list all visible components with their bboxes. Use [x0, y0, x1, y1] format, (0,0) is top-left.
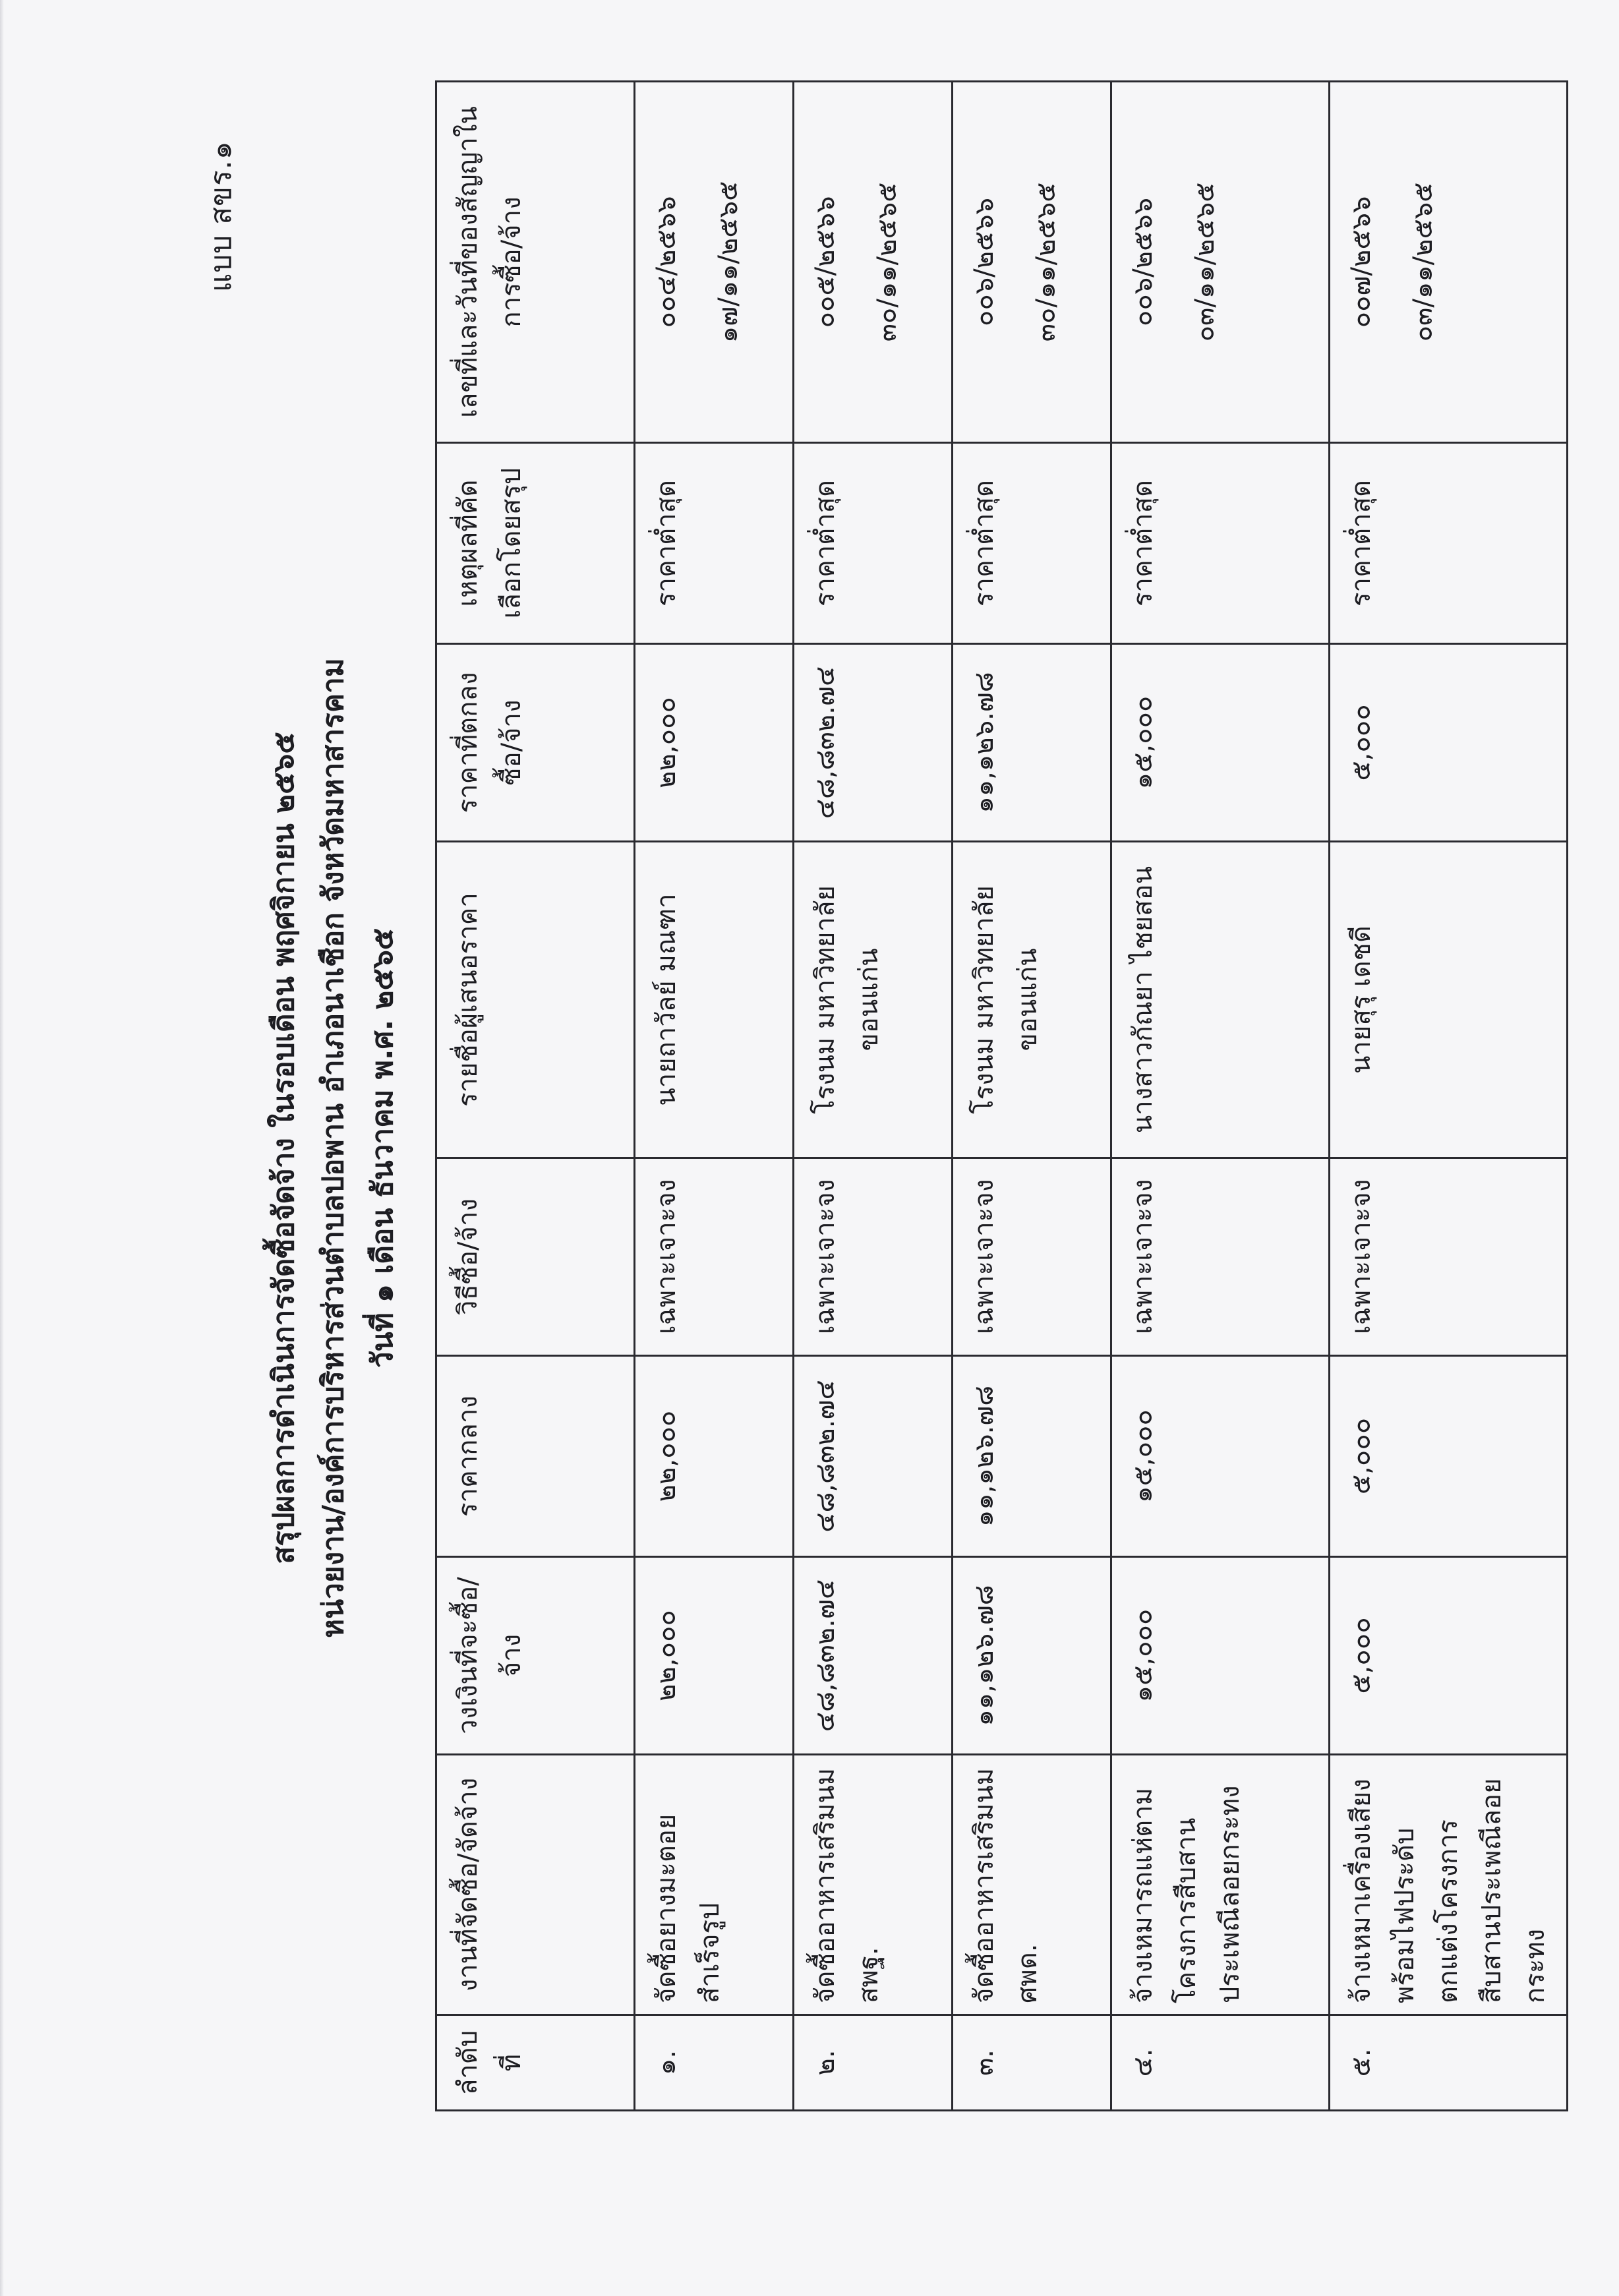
contract-date: ๑๗/๑๑/๒๕๖๕: [713, 181, 744, 343]
row-contract: [794, 82, 953, 443]
row-item: จัดซื้ออาหารเสริมนม สพฐ.: [794, 1755, 953, 2015]
row-agreed-price: ๒๒,๐๐๐: [635, 644, 794, 842]
contract-date: ๐๓/๑๑/๒๕๖๕: [1190, 182, 1220, 342]
contract-date: ๓๐/๑๑/๒๕๖๕: [1031, 182, 1061, 342]
row-bidders: นายถาวัลย์ มณฑา: [635, 842, 794, 1158]
header-method: วิธีซื้อ/จ้าง: [436, 1158, 635, 1356]
form-code: แบบ สขร.๑: [204, 140, 238, 292]
row-reason: ราคาต่ำสุด: [1330, 443, 1568, 644]
row-bidders: นางสาวกัณยา ไชยสอน: [1111, 842, 1330, 1158]
row-bidders: นายสุรุ เดชดี: [1330, 842, 1568, 1158]
table-row: [635, 82, 794, 2111]
row-method: เฉพาะเจาะจง: [1111, 1158, 1330, 1356]
row-median-price: ๑๑,๑๒๖.๗๘: [953, 1356, 1111, 1557]
row-median-price: ๑๕,๐๐๐: [1111, 1356, 1330, 1557]
row-method: เฉพาะเจาะจง: [635, 1158, 794, 1356]
table-row: [1330, 82, 1568, 2111]
table-row: [1111, 82, 1330, 2111]
row-reason: ราคาต่ำสุด: [1111, 443, 1330, 644]
contract-number: ๐๐๖/๒๕๖๖: [1128, 197, 1158, 327]
row-method: เฉพาะเจาะจง: [953, 1158, 1111, 1356]
row-budget: ๑๑,๑๒๖.๗๘: [953, 1557, 1111, 1755]
contract-date: ๐๓/๑๑/๒๕๖๕: [1408, 182, 1438, 342]
row-method: เฉพาะเจาะจง: [794, 1158, 953, 1356]
row-item: จัดซื้อยางมะตอยสำเร็จรูป: [635, 1755, 794, 2015]
row-contract: [953, 82, 1111, 443]
row-contract: [1111, 82, 1330, 443]
table-header-row: [436, 82, 635, 2111]
row-contract: [1330, 82, 1568, 443]
row-bidders: โรงนม มหาวิทยาลัยขอนแก่น: [953, 842, 1111, 1158]
contract-number: ๐๐๔/๒๕๖๖: [651, 196, 682, 328]
row-no: ๕.: [1330, 2015, 1568, 2111]
contract-number: ๐๐๖/๒๕๖๖: [969, 197, 999, 327]
row-method: เฉพาะเจาะจง: [1330, 1158, 1568, 1356]
row-item: จ้างเหมาเครื่องเสียงพร้อมไฟประดับตกแต่งโครงการสืบสานประเพณีลอยกระทง: [1330, 1755, 1568, 2015]
table-row: [794, 82, 953, 2111]
row-agreed-price: ๔๘,๘๓๒.๗๔: [794, 644, 953, 842]
row-median-price: ๔๘,๘๓๒.๗๔: [794, 1356, 953, 1557]
table-row: [953, 82, 1111, 2111]
row-median-price: ๕,๐๐๐: [1330, 1356, 1568, 1557]
row-reason: ราคาต่ำสุด: [953, 443, 1111, 644]
row-reason: ราคาต่ำสุด: [794, 443, 953, 644]
report-date: วันที่ ๑ เดือน ธันวาคม พ.ศ. ๒๕๖๕: [366, 927, 399, 1369]
header-contract: เลขที่และวันที่ของสัญญาในการซื้อ/จ้าง: [436, 82, 635, 443]
row-median-price: ๒๒,๐๐๐: [635, 1356, 794, 1557]
row-agreed-price: ๑๕,๐๐๐: [1111, 644, 1330, 842]
header-item: งานที่จัดซื้อ/จัดจ้าง: [436, 1755, 635, 2015]
contract-date: ๓๐/๑๑/๒๕๖๕: [872, 182, 902, 342]
header-reason: เหตุผลที่คัดเลือกโดยสรุป: [436, 443, 635, 644]
row-no: ๓.: [953, 2015, 1111, 2111]
row-budget: ๒๒,๐๐๐: [635, 1557, 794, 1755]
agency-line: หน่วยงาน/องค์การบริหารส่วนตำบลปอพาน อำเภอนาเชือก จังหวัดมหาสารคาม: [316, 658, 350, 1638]
header-budget: วงเงินที่จะซื้อ/จ้าง: [436, 1557, 635, 1755]
row-budget: ๕,๐๐๐: [1330, 1557, 1568, 1755]
row-item: จ้างเหมารถแห่ตามโครงการสืบสานประเพณีลอยกระทง: [1111, 1755, 1330, 2015]
row-no: ๒.: [794, 2015, 953, 2111]
row-agreed-price: ๑๑,๑๒๖.๗๘: [953, 644, 1111, 842]
row-bidders: โรงนม มหาวิทยาลัยขอนแก่น: [794, 842, 953, 1158]
row-budget: ๑๕,๐๐๐: [1111, 1557, 1330, 1755]
procurement-summary-table: [435, 80, 1568, 2111]
contract-number: ๐๐๗/๒๕๖๖: [1346, 196, 1376, 328]
row-no: ๔.: [1111, 2015, 1330, 2111]
header-no: ลำดับที่: [436, 2015, 635, 2111]
document-title: สรุปผลการดำเนินการจัดซื้อจัดจ้าง ในรอบเดือน พฤศจิกายน ๒๕๖๕: [267, 732, 301, 1564]
header-median-price: ราคากลาง: [436, 1356, 635, 1557]
row-no: ๑.: [635, 2015, 794, 2111]
row-reason: ราคาต่ำสุด: [635, 443, 794, 644]
row-contract: [635, 82, 794, 443]
row-item: จัดซื้ออาหารเสริมนม ศพด.: [953, 1755, 1111, 2015]
row-agreed-price: ๕,๐๐๐: [1330, 644, 1568, 842]
header-bidders: รายชื่อผู้เสนอราคา: [436, 842, 635, 1158]
header-agreed-price: ราคาที่ตกลงซื้อ/จ้าง: [436, 644, 635, 842]
row-budget: ๔๘,๘๓๒.๗๔: [794, 1557, 953, 1755]
contract-number: ๐๐๕/๒๕๖๖: [810, 196, 840, 328]
